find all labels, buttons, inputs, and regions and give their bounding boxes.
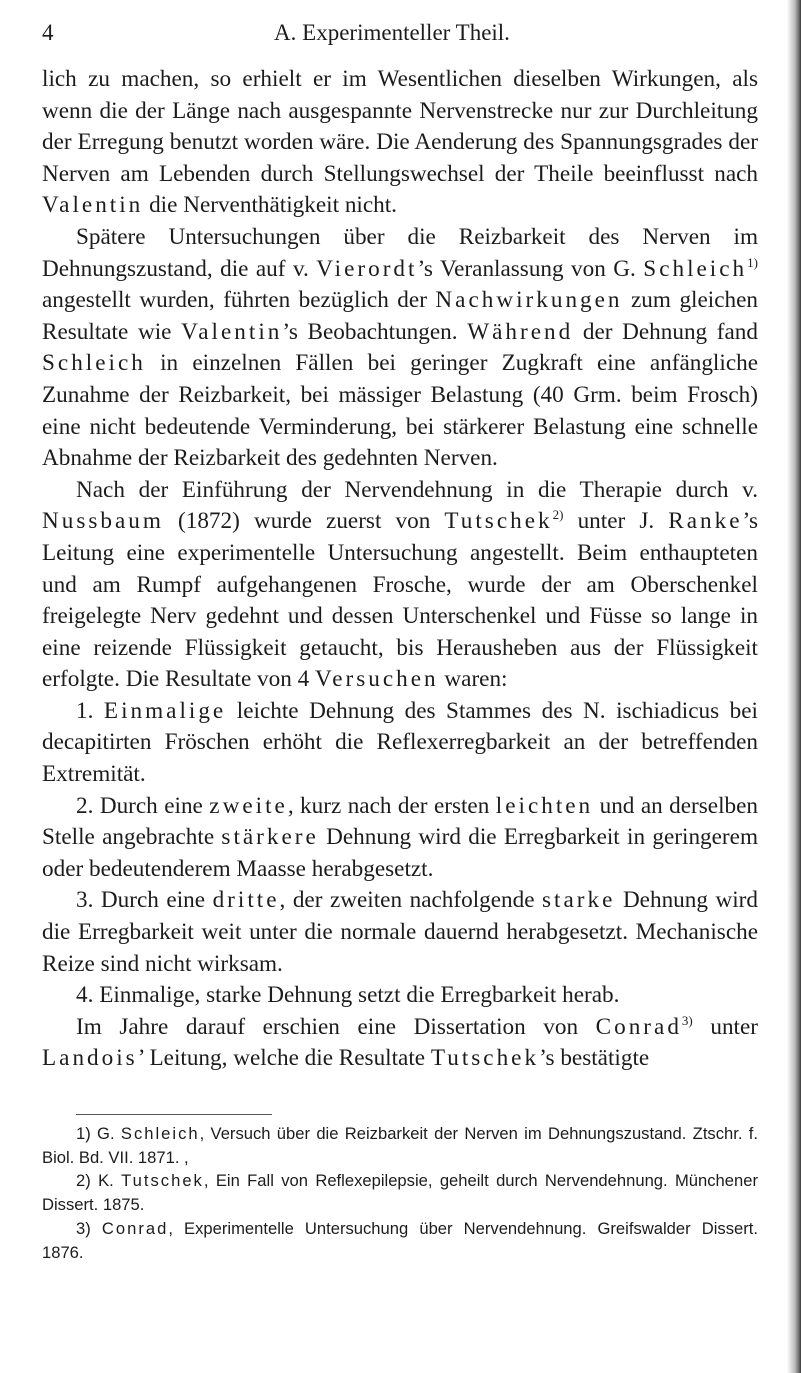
text-run: , der zweiten nachfolgende (279, 887, 543, 914)
name-vierordt: Vierordt (316, 255, 418, 282)
footnote-3 (42, 1217, 758, 1264)
name-tutschek: Tutschek (430, 1045, 540, 1072)
footnote-1 (42, 1122, 758, 1169)
name-valentin: Valentin (42, 192, 144, 219)
page-number: 4 (42, 20, 54, 45)
text-run: 2. Durch eine (76, 792, 210, 819)
page-header (42, 16, 762, 50)
text-run: in einzelnen Fällen bei geringer Zugkraft eine anfängliche Zunahme der Reizbarkeit, bei mässiger Belastung (40 Grm. beim Frosch) eine nicht bedeutende Verminderung, bei stärkerer Belastung eine schnelle Abnahme der Reizbarkeit des gedehnten Nerven. (42, 350, 758, 472)
text-run: ’s bestätigte (539, 1045, 650, 1072)
text-run: die Nerventhätigkeit nicht. (143, 192, 397, 219)
text-run: 2) K. (76, 1171, 122, 1191)
text-run: , Versuch über die Reizbarkeit der Nerven im Dehnungszustand. Ztschr. f. Biol. Bd. VII. 1871. , (42, 1124, 758, 1167)
text-run: Dehnung wird die Erregbarkeit weit unter die normale dauernd herabgesetzt. Mechanische Reize sind nicht wirksam. (42, 887, 758, 977)
text-run: und an derselben Stelle angebrachte (42, 792, 758, 851)
footnote-ref-3: 3) (681, 1012, 693, 1028)
paragraph-3 (42, 475, 758, 696)
paragraph-2 (42, 222, 758, 475)
text-run: 1. (76, 697, 104, 724)
emphasis-zweite: zweite (209, 792, 288, 819)
text-run: Nach der Einführung der Nervendehnung in die Therapie durch v. (76, 476, 758, 503)
text-run: leichte Dehnung des Stammes des N. ischiadicus bei decapitirten Fröschen erhöht die Reflexerregbarkeit an der betreffenden Extremität. (42, 697, 758, 788)
name-ranke: Ranke (668, 508, 743, 535)
name-schleich: Schleich (643, 255, 748, 282)
text-run: 3) (76, 1218, 102, 1238)
name-conrad: Conrad (595, 1013, 682, 1040)
text-run: waren: (438, 666, 508, 693)
text-run: 3. Durch eine (76, 887, 213, 914)
page-edge-shadow (787, 0, 801, 1373)
text-run: zum gleichen Resultate wie (42, 287, 758, 345)
text-run: , Ein Fall von Reflexepilepsie, geheilt durch Nervendehnung. Münchener Dissert. 1875. (42, 1171, 758, 1215)
text-run: Im Jahre darauf erschien eine Dissertation von (76, 1013, 596, 1040)
text-run: Spätere Untersuchungen über die Reizbarkeit des Nerven im Dehnungszustand, die auf v. (42, 223, 758, 282)
text-run: angestellt wurden, führten bezüglich der (42, 287, 436, 314)
paragraph-1 (42, 64, 758, 222)
text-run: unter (692, 1013, 758, 1040)
emphasis-leichten: leichten (495, 792, 594, 819)
name-schleich: Schleich (120, 1124, 200, 1143)
emphasis-nachwirkungen: Nachwirkungen (435, 287, 623, 314)
text-run: ’ Leitung, welche die Resultate (137, 1045, 431, 1072)
name-valentin: Valentin (181, 318, 283, 345)
list-item-2 (42, 791, 758, 886)
name-landois: Landois (42, 1045, 138, 1072)
name-conrad: Conrad (101, 1218, 169, 1238)
running-title: A. Experimenteller Theil. (274, 20, 510, 45)
emphasis-staerkere: stärkere (221, 824, 319, 851)
name-tutschek: Tutschek (121, 1171, 204, 1191)
name-schleich: Schleich (42, 350, 146, 377)
text-run: (1872) wurde zuerst von (163, 508, 445, 535)
text-run: Dehnung wird die Erregbarkeit in geringerem oder bedeutenderem Maasse herabgesetzt. (42, 824, 758, 882)
emphasis-versuchen: Versuchen (315, 666, 439, 693)
footnotes (42, 1122, 758, 1264)
text-run: ’s Leitung eine experimentelle Untersuchung angestellt. Beim enthaupteten und am Rumpf aufgehangenen Frosche, wurde der am Oberschenkel freigelegte Nerv gedehnt und dessen Unterschenkel und Füsse so lange in eine reizende Flüssigkeit getaucht, bis Herausheben aus der Flüssigkeit erfolgte. Die Resultate von 4 (42, 508, 758, 693)
footnote-2 (42, 1169, 758, 1216)
list-item-1 (42, 696, 758, 791)
list-item-3 (42, 885, 758, 980)
text-run: unter J. (563, 508, 669, 535)
text-run: lich zu machen, so erhielt er im Wesentlichen dieselben Wirkungen, als wenn die der Länge nach ausgespannte Nervenstrecke nur zur Durchleitung der Erregung benutzt worden wäre. Die Aenderung des Spannungsgrades der Nerven am Lebenden durch Stellungswechsel der Theile beeinflusst nach (42, 66, 758, 187)
text-run: ’s Beobachtungen. (282, 318, 468, 345)
emphasis-dritte: dritte (212, 887, 280, 914)
text-run: der Dehnung fand (573, 318, 758, 345)
paragraph-4 (42, 1012, 758, 1075)
text-run: 1) G. (76, 1124, 121, 1143)
footnote-ref-1: 1) (747, 254, 758, 270)
text-run: , kurz nach der ersten (287, 792, 496, 819)
body-text (42, 64, 758, 1075)
name-tutschek: Tutschek (444, 508, 553, 535)
footnote-ref-2: 2) (552, 507, 564, 523)
emphasis-starke: starke (542, 887, 616, 914)
footnote-divider (76, 1114, 272, 1115)
name-nussbaum: Nussbaum (42, 508, 164, 535)
text-run: , Experimentelle Untersuchung über Nervendehnung. Greifswalder Dissert. 1876. (42, 1218, 758, 1262)
emphasis-waehrend: Während (467, 318, 574, 345)
list-item-4: 4. Einmalige, starke Dehnung setzt die Erregbarkeit herab. (76, 982, 620, 1009)
text-run: ’s Veranlassung von G. (417, 255, 644, 282)
emphasis-einmalige: Einmalige (103, 697, 227, 724)
